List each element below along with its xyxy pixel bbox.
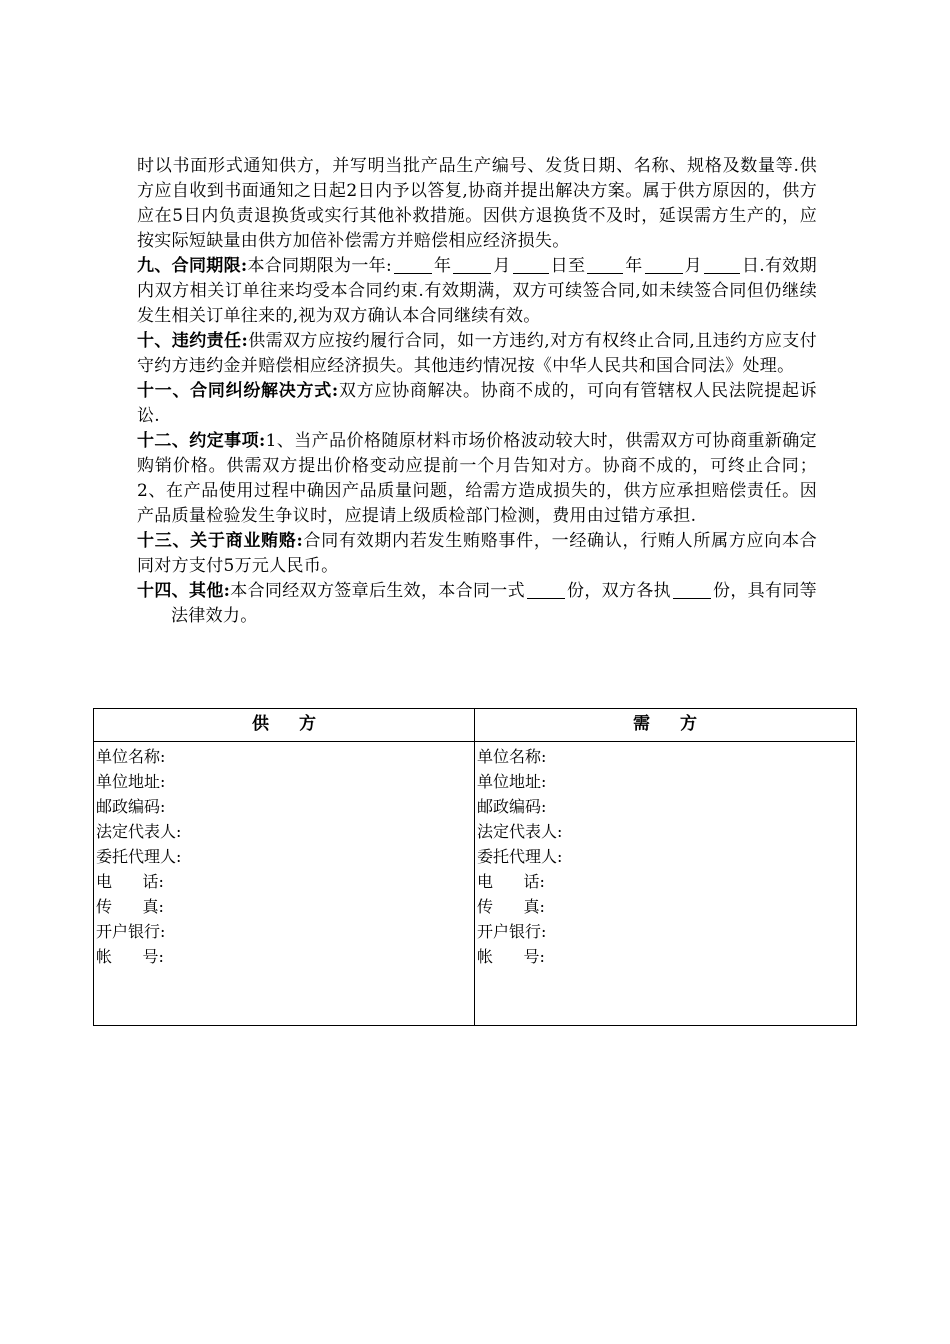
end-day-label: 日. [741, 256, 765, 276]
supplier-postcode-field: 邮政编码: [96, 797, 166, 816]
supplier-fields [94, 742, 474, 969]
buyer-company-name-field: 单位名称: [477, 747, 547, 766]
buyer-bank-field: 开户银行: [477, 922, 547, 941]
supplier-address-field: 单位地址: [96, 772, 166, 791]
clause-9 [137, 254, 817, 329]
clause-12 [137, 429, 817, 529]
supplier-bank-field: 开户银行: [96, 922, 166, 941]
start-month-label: 月 [493, 256, 511, 276]
buyer-header: 需方 [475, 709, 855, 742]
end-day-blank [704, 256, 740, 274]
copies-each-blank [673, 581, 711, 599]
end-year-label: 年 [625, 256, 643, 276]
supplier-phone-field: 电 话: [96, 872, 164, 891]
clause-10-text: 供需双方应按约履行合同，如一方违约,对方有权终止合同,且违约方应支付守约方违约金并赔偿相应经济损失。其他违约情况按《中华人民共和国合同法》处理。 [137, 331, 817, 376]
signature-table [93, 708, 857, 1026]
end-year-blank [587, 256, 623, 274]
buyer-address-field: 单位地址: [477, 772, 547, 791]
end-month-label: 月 [684, 256, 702, 276]
clause-9-validity-text: 有效期内双方相关订单往来均受本合同约束.有效期满，双方可续签合同,如未续签合同但仍继续发生相关订单往来的,视为双方确认本合同继续有效。 [137, 256, 817, 326]
clause-14-text-b: 份，双方各执 [566, 581, 671, 601]
clause-11-heading: 十一、合同纠纷解决方式: [137, 381, 339, 401]
clause-12-heading: 十二、约定事项: [137, 431, 266, 451]
supplier-account-field: 帐 号: [96, 947, 164, 966]
clause-8-continuation: 时以书面形式通知供方，并写明当批产品生产编号、发货日期、名称、规格及数量等.供方应自收到书面通知之日起2日内予以答复,协商并提出解决方案。属于供方原因的，供方应在5日内负责退换货或实行其他补救措施。因供方退换货不及时，延误需方生产的，应按实际短缺量由供方加倍补偿需方并赔偿相应经济损失。 [137, 156, 817, 251]
start-year-blank [394, 256, 432, 274]
clause-14 [137, 579, 817, 629]
supplier-fax-field: 传 真: [96, 897, 164, 916]
buyer-postcode-field: 邮政编码: [477, 797, 547, 816]
clause-14-text-a: 本合同经双方签章后生效，本合同一式 [230, 581, 525, 601]
supplier-company-name-field: 单位名称: [96, 747, 166, 766]
clause-10-heading: 十、违约责任: [137, 331, 249, 351]
buyer-fields [475, 742, 855, 969]
start-day-blank [513, 256, 549, 274]
clause-11 [137, 379, 817, 429]
supplier-agent-field: 委托代理人: [96, 847, 182, 866]
start-day-label: 日至 [550, 256, 586, 276]
clause-14-text-c: 份，具有同等法律效力。 [171, 581, 817, 626]
clause-11-text: 双方应协商解决。协商不成的，可向有管辖权人民法院提起诉讼. [137, 381, 817, 426]
clause-9-term-text: 本合同期限为一年: [247, 256, 392, 276]
buyer-fax-field: 传 真: [477, 897, 545, 916]
clause-10 [137, 329, 817, 379]
clause-13 [137, 529, 817, 579]
clause-13-heading: 十三、关于商业贿赂: [137, 531, 304, 551]
supplier-header: 供方 [94, 709, 474, 742]
supplier-column [94, 709, 475, 1025]
buyer-legal-rep-field: 法定代表人: [477, 822, 563, 841]
start-year-label: 年 [434, 256, 452, 276]
clause-14-heading: 十四、其他: [137, 581, 231, 601]
supplier-legal-rep-field: 法定代表人: [96, 822, 182, 841]
copies-total-blank [527, 581, 565, 599]
contract-body [137, 154, 817, 629]
clause-9-heading: 九、合同期限: [137, 256, 248, 276]
buyer-phone-field: 电 话: [477, 872, 545, 891]
buyer-account-field: 帐 号: [477, 947, 545, 966]
buyer-agent-field: 委托代理人: [477, 847, 563, 866]
buyer-column [475, 709, 855, 1025]
end-month-blank [645, 256, 683, 274]
clause-12-text: 1、当产品价格随原材料市场价格波动较大时，供需双方可协商重新确定购销价格。供需双方提出价格变动应提前一个月告知对方。协商不成的，可终止合同；2、在产品使用过程中确因产品质量问题，给需方造成损失的，供方应承担赔偿责任。因产品质量检验发生争议时，应提请上级质检部门检测，费用由过错方承担. [137, 431, 817, 526]
clause-13-text: 合同有效期内若发生贿赂事件，一经确认，行贿人所属方应向本合同对方支付5万元人民币。 [137, 531, 817, 576]
start-month-blank [453, 256, 491, 274]
